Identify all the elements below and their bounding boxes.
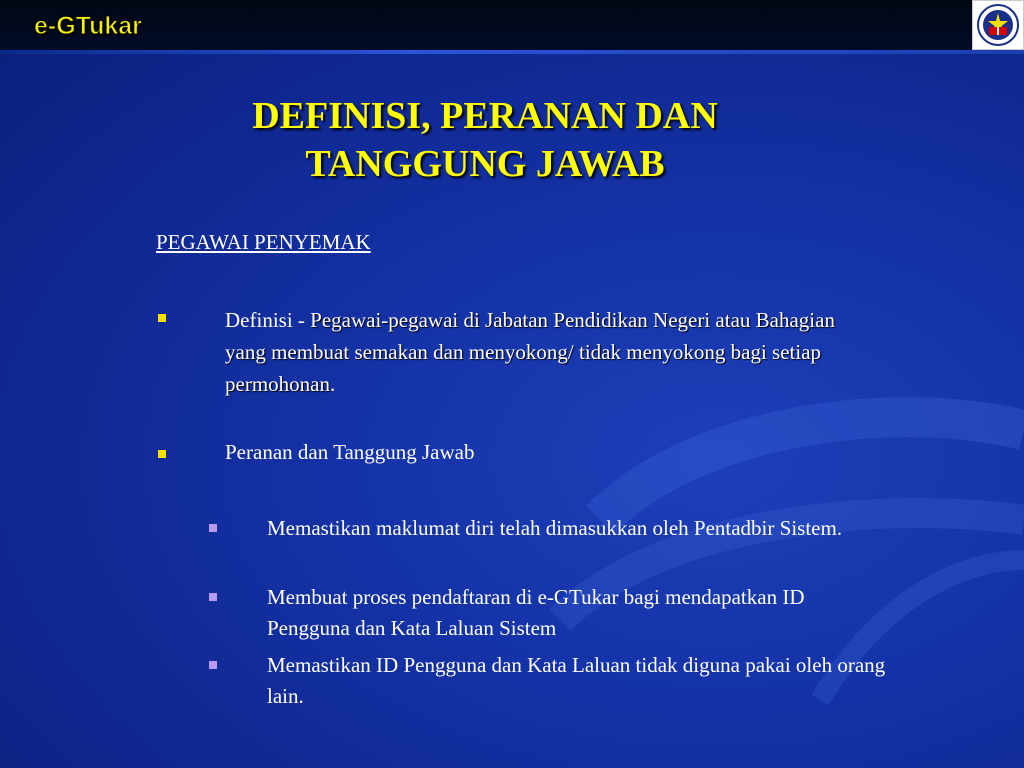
ministry-crest-icon — [972, 0, 1024, 50]
section-heading: PEGAWAI PENYEMAK — [156, 230, 371, 254]
roles-heading: Peranan dan Tanggung Jawab — [225, 440, 475, 464]
sub-bullet-text: Memastikan ID Pengguna dan Kata Laluan tidak diguna pakai oleh orang lain. — [267, 653, 886, 708]
sub-bullet-text: Memastikan maklumat diri telah dimasukkan oleh Pentadbir Sistem. — [267, 516, 843, 540]
title-line-1: DEFINISI, PERANAN DAN — [252, 95, 718, 137]
sub-bullet-square-icon — [209, 661, 217, 669]
header-divider — [0, 50, 1024, 54]
definition-text — [225, 304, 865, 400]
definition-suffix: . — [329, 372, 336, 396]
title-line-2: TANGGUNG JAWAB — [305, 143, 665, 185]
bullet-square-icon — [158, 314, 166, 322]
slide-title — [100, 92, 870, 188]
definition-label: Definisi - — [225, 308, 311, 332]
sub-bullet-square-icon — [209, 524, 217, 532]
sub-bullet-text: Membuat proses pendaftaran di e-GTukar bagi mendapatkan ID Pengguna dan Kata Laluan Sistem — [267, 585, 805, 640]
definition-body: Pegawai-pegawai di Jabatan Pendidikan Negeri atau Bahagian yang membuat semakan dan menyokong/ tidak menyokong bagi setiap permohonan — [225, 308, 835, 396]
bullet-square-icon — [158, 450, 166, 458]
sub-bullet-square-icon — [209, 593, 217, 601]
header-bar — [0, 0, 1024, 50]
app-logo: e-GTukar — [34, 12, 142, 40]
